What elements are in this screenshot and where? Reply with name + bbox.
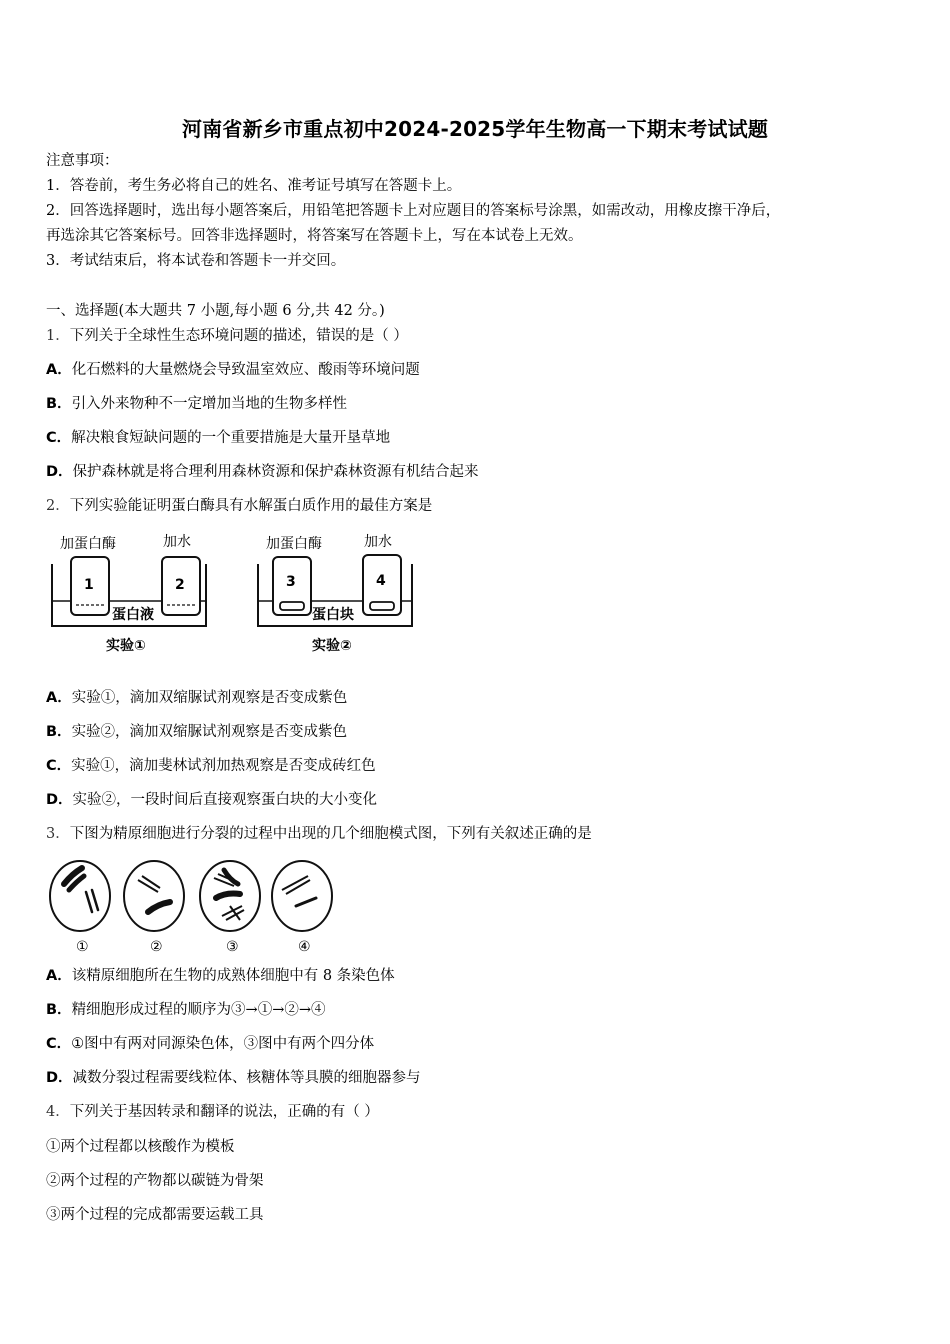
cell-4-label: ④	[298, 939, 311, 955]
option-letter: A．	[46, 362, 72, 378]
option-letter: C．	[46, 1036, 72, 1052]
cell-4	[272, 861, 332, 955]
question-4-stem	[46, 1102, 379, 1122]
option-text: 化石燃料的大量燃烧会导致温室效应、酸雨等环境问题	[71, 362, 420, 378]
q1-option-d	[46, 462, 479, 482]
exp1-label-enzyme: 加蛋白酶	[60, 536, 116, 552]
exp2-caption: 实验②	[312, 638, 352, 654]
q4-statement-1: ①两个过程都以核酸作为模板	[46, 1139, 235, 1155]
q4-statement-3: ③两个过程的完成都需要运载工具	[46, 1207, 264, 1223]
q3-option-c	[46, 1034, 374, 1054]
exp1-tube-2-number: 2	[175, 577, 185, 593]
experiment-2-diagram	[258, 533, 412, 654]
cell-2-membrane	[124, 861, 184, 931]
exp1-label-water: 加水	[163, 534, 191, 550]
q3-option-a	[46, 966, 395, 986]
notice-item-2-continued: 再选涂其它答案标号。回答非选择题时，将答案写在答题卡上，写在本试卷上无效。	[46, 228, 583, 244]
option-letter: B．	[46, 1002, 72, 1018]
option-text: 引入外来物种不一定增加当地的生物多样性	[71, 396, 348, 412]
option-text: ①图中有两对同源染色体，③图中有两个四分体	[71, 1036, 375, 1052]
question-text: 下列实验能证明蛋白酶具有水解蛋白质作用的最佳方案是	[69, 498, 433, 514]
q3-option-d	[46, 1068, 421, 1088]
question-2-stem	[46, 496, 432, 516]
question-number: 1．	[46, 328, 70, 344]
question-number: 3．	[46, 826, 70, 842]
option-letter: C．	[46, 758, 72, 774]
q1-option-c	[46, 428, 390, 448]
question-text: 下列关于基因转录和翻译的说法，正确的有（ ）	[69, 1104, 379, 1120]
cell-3	[200, 861, 260, 955]
cell-2-label: ②	[150, 939, 163, 955]
cell-1	[50, 861, 110, 955]
exp1-caption: 实验①	[106, 638, 146, 654]
cell-3-label: ③	[226, 939, 239, 955]
q3-option-b	[46, 1000, 326, 1020]
question-number: 4．	[46, 1104, 70, 1120]
option-text: 实验①，滴加斐林试剂加热观察是否变成砖红色	[71, 758, 376, 774]
exp2-tube-3-number: 3	[286, 574, 296, 590]
exp2-content-label: 蛋白块	[312, 607, 354, 623]
option-text: 解决粮食短缺问题的一个重要措施是大量开垦草地	[71, 430, 391, 446]
option-letter: B．	[46, 396, 72, 412]
q1-option-a	[46, 360, 420, 380]
exp2-label-water: 加水	[364, 534, 392, 550]
exp2-tube-3-protein-block	[280, 602, 304, 610]
notice-heading: 注意事项：	[46, 153, 119, 169]
cell-4-membrane	[272, 861, 332, 931]
option-text: 该精原细胞所在生物的成熟体细胞中有 8 条染色体	[71, 968, 395, 984]
option-text: 实验②，滴加双缩脲试剂观察是否变成紫色	[71, 724, 348, 740]
option-letter: C．	[46, 430, 72, 446]
option-letter: B．	[46, 724, 72, 740]
option-text: 实验①，滴加双缩脲试剂观察是否变成紫色	[71, 690, 348, 706]
notice-item-2: 2．回答选择题时，选出每小题答案后，用铅笔把答题卡上对应题目的答案标号涂黑，如需改动，用橡皮擦干净后，	[46, 203, 781, 219]
q2-option-b	[46, 722, 347, 742]
q1-option-b	[46, 394, 347, 414]
option-letter: D．	[46, 792, 73, 808]
exp2-tube-4-number: 4	[376, 573, 386, 589]
q3-cell-figure	[46, 856, 336, 958]
option-text: 精细胞形成过程的顺序为③→①→②→④	[71, 1002, 326, 1018]
question-1-stem	[46, 326, 408, 346]
notice-item-3: 3．考试结束后，将本试卷和答题卡一并交回。	[46, 253, 346, 269]
question-text: 下图为精原细胞进行分裂的过程中出现的几个细胞模式图，下列有关叙述正确的是	[69, 826, 592, 842]
q4-statement-2: ②两个过程的产物都以碳链为骨架	[46, 1173, 264, 1189]
exp1-content-label: 蛋白液	[112, 607, 154, 623]
option-text: 减数分裂过程需要线粒体、核糖体等具膜的细胞器参与	[72, 1070, 421, 1086]
cell-1-label: ①	[76, 939, 89, 955]
exp2-label-enzyme: 加蛋白酶	[266, 536, 322, 552]
question-text: 下列关于全球性生态环境问题的描述，错误的是（ ）	[69, 328, 408, 344]
q2-option-c	[46, 756, 376, 776]
question-number: 2．	[46, 498, 70, 514]
q2-experiment-figure	[46, 527, 426, 662]
exp2-tube-4-protein-block	[370, 602, 394, 610]
section-heading: 一、选择题(本大题共 7 小题,每小题 6 分,共 42 分。)	[46, 303, 385, 319]
option-letter: D．	[46, 1070, 73, 1086]
q2-option-d	[46, 790, 377, 810]
experiment-1-diagram	[52, 533, 206, 654]
option-text: 实验②，一段时间后直接观察蛋白块的大小变化	[72, 792, 378, 808]
option-letter: A．	[46, 690, 72, 706]
page-title: 河南省新乡市重点初中2024-2025学年生物高一下期末考试试题	[181, 117, 769, 141]
question-3-stem	[46, 824, 592, 844]
option-letter: D．	[46, 464, 73, 480]
notice-item-1: 1．答卷前，考生务必将自己的姓名、准考证号填写在答题卡上。	[46, 178, 462, 194]
exp1-tube-1-number: 1	[84, 577, 94, 593]
option-letter: A．	[46, 968, 72, 984]
q2-option-a	[46, 688, 347, 708]
cell-2	[124, 861, 184, 955]
option-text: 保护森林就是将合理利用森林资源和保护森林资源有机结合起来	[72, 464, 479, 480]
